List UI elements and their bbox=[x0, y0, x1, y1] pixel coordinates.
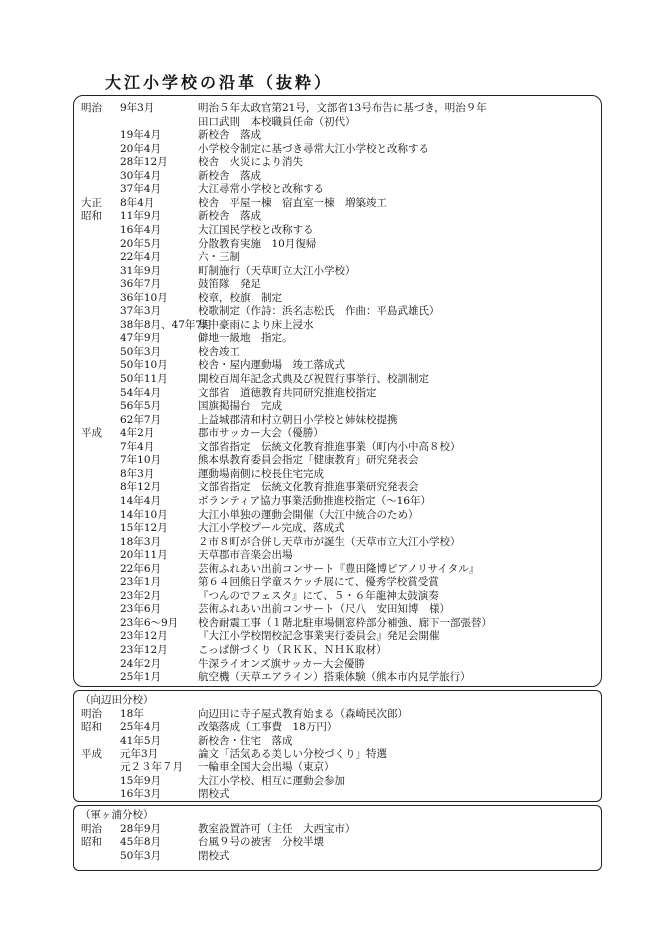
era-label: 昭和 bbox=[81, 210, 102, 223]
event-text: 田口武則 本校職員任命（初代） bbox=[198, 115, 356, 128]
event-date: 14年10月 bbox=[120, 508, 168, 521]
event-date: 45年8月 bbox=[120, 836, 162, 849]
event-date: 22年6月 bbox=[120, 562, 162, 575]
event-text: 大江小学校プール完成、落成式 bbox=[198, 522, 345, 535]
event-text: 閉校式 bbox=[198, 849, 230, 862]
event-date: 7年4月 bbox=[120, 440, 155, 453]
event-text: 分散教育実施 10月復帰 bbox=[198, 237, 317, 250]
event-date: 15年12月 bbox=[120, 522, 168, 535]
event-text: 牛深ライオンズ旗サッカー大会優勝 bbox=[198, 657, 365, 670]
event-date: 41年5月 bbox=[120, 734, 162, 747]
event-date: 37年4月 bbox=[120, 183, 162, 196]
event-date: 31年9月 bbox=[120, 264, 162, 277]
event-date: 36年7月 bbox=[120, 278, 162, 291]
event-text: 新校舎 落成 bbox=[198, 169, 261, 182]
event-date: 50年11月 bbox=[120, 373, 168, 385]
event-text: 校章，校旗 制定 bbox=[198, 291, 282, 304]
event-text: 大江国民学校と改称する bbox=[198, 223, 314, 236]
era-label: 昭和 bbox=[81, 721, 102, 734]
event-text: 第６４回熊日学童スケッチ展にて、優秀学校賞受賞 bbox=[198, 576, 439, 589]
event-date: 28年9月 bbox=[120, 823, 162, 835]
era-label: 昭和 bbox=[81, 836, 102, 849]
event-text: 鼓笛隊 発足 bbox=[198, 278, 261, 291]
event-text: 集中豪雨により床上浸水 bbox=[198, 318, 314, 331]
event-date: 23年2月 bbox=[120, 589, 162, 602]
event-text: 上益城郡清和村立朝日小学校と姉妹校提携 bbox=[198, 413, 398, 426]
event-text: 開校百周年記念式典及び祝賀行事挙行、校訓制定 bbox=[198, 373, 429, 385]
event-text: 新校舎 落成 bbox=[198, 210, 261, 223]
event-date: 元年3月 bbox=[120, 747, 159, 760]
event-text: 大江小学校、相互に運動会参加 bbox=[198, 774, 345, 787]
era-label: 明治 bbox=[81, 102, 102, 114]
event-text: 一輪車全国大会出場（東京） bbox=[198, 761, 335, 774]
event-date: 37年3月 bbox=[120, 305, 162, 318]
event-text: 新校舎 落成 bbox=[198, 129, 261, 142]
event-text: 校舎 火災により消失 bbox=[198, 156, 303, 169]
event-date: 62年7月 bbox=[120, 413, 162, 426]
event-date: 16年4月 bbox=[120, 223, 162, 236]
event-date: 4年2月 bbox=[120, 427, 155, 440]
history-mukaebeta-box bbox=[73, 690, 602, 802]
event-date: 8年12月 bbox=[120, 481, 162, 494]
history-gunkaura-box bbox=[73, 805, 602, 871]
event-date: 20年4月 bbox=[120, 142, 162, 155]
event-date: 8年4月 bbox=[120, 196, 155, 209]
event-date: 18年3月 bbox=[120, 535, 162, 548]
event-text: 芸術ふれあい出前コンサート（尺八 安田知博 様） bbox=[198, 603, 450, 616]
event-text: 町制施行（天草町立大江小学校） bbox=[198, 264, 356, 277]
event-text: 閉校式 bbox=[198, 787, 230, 800]
event-text: 『つんのでフェスタ』にて、５・６年龍神太鼓演奏 bbox=[198, 589, 439, 602]
event-text: 論文「活気ある美しい分校づくり」特選 bbox=[198, 747, 387, 760]
event-text: 改築落成（工事費 18万円） bbox=[198, 721, 338, 734]
era-label: 大正 bbox=[81, 196, 102, 209]
event-date: 56年5月 bbox=[120, 400, 162, 413]
event-text: 向辺田に寺子屋式教育始まる（森崎民次郎） bbox=[198, 708, 408, 720]
event-text: 校舎竣工 bbox=[198, 345, 240, 358]
event-text: 文部省指定 伝統文化教育推進事業（町内小中高８校） bbox=[198, 440, 461, 453]
event-text: 大江小単独の運動会開催（大江中統合のため） bbox=[198, 508, 419, 521]
event-date: 19年4月 bbox=[120, 129, 162, 142]
era-label: 平成 bbox=[81, 747, 102, 760]
event-text: 運動場南側に校長住宅完成 bbox=[198, 467, 324, 480]
event-date: 15年9月 bbox=[120, 774, 162, 787]
event-date: 50年10月 bbox=[120, 359, 168, 372]
event-date: 25年4月 bbox=[120, 721, 162, 734]
event-date: 9年3月 bbox=[120, 102, 155, 114]
event-date: 20年5月 bbox=[120, 237, 162, 250]
event-text: 天草郡市音楽会出場 bbox=[198, 549, 293, 562]
event-text: 校舎 平屋一棟 宿直室一棟 増築竣工 bbox=[198, 196, 387, 209]
event-date: 30年4月 bbox=[120, 169, 162, 182]
era-label: 平成 bbox=[81, 427, 102, 440]
event-text: 郡市サッカー大会（優勝） bbox=[198, 427, 324, 440]
gunkaura-header: （軍ヶ浦分校） bbox=[80, 809, 154, 821]
event-date: 23年6月 bbox=[120, 603, 162, 616]
event-text: こっぱ餅づくり（ＲＫＫ、ＮＨＫ取材） bbox=[198, 644, 387, 656]
event-date: 7年10月 bbox=[120, 454, 162, 467]
event-text: 文部省 道徳教育共同研究推進校指定 bbox=[198, 386, 377, 399]
document-title: 大江小学校の沿革（抜粋） bbox=[105, 73, 334, 92]
event-text: 『大江小学校閉校記念事業実行委員会』発足会開催 bbox=[198, 630, 440, 643]
event-text: 熊本県教育委員会指定「健康教育」研究発表会 bbox=[198, 454, 419, 467]
event-text: 小学校令制定に基づき尋常大江小学校と改称する bbox=[198, 142, 429, 155]
event-text: 校舎耐震工事（１階北駐車場側窓枠部分補強、廊下一部張替） bbox=[198, 616, 492, 629]
event-date: 50年3月 bbox=[120, 849, 162, 862]
event-date: 24年2月 bbox=[120, 657, 162, 670]
event-date: 11年9月 bbox=[120, 210, 162, 223]
event-text: 校歌制定（作詩：浜名志松氏 作曲：平島武雄氏） bbox=[198, 305, 440, 318]
event-date: 20年11月 bbox=[120, 549, 168, 562]
history-main-box bbox=[73, 95, 602, 687]
event-text: 国旗掲揚台 完成 bbox=[198, 400, 282, 413]
event-date: 16年3月 bbox=[120, 787, 162, 800]
mukaebeta-header: （向辺田分校） bbox=[80, 694, 154, 706]
event-date: 28年12月 bbox=[120, 156, 168, 169]
event-text: 新校舎・住宅 落成 bbox=[198, 734, 293, 747]
event-date: 47年9月 bbox=[120, 332, 162, 345]
event-date: 54年4月 bbox=[120, 386, 162, 399]
event-date: 23年12月 bbox=[120, 644, 168, 656]
event-date: 8年3月 bbox=[120, 467, 155, 480]
event-text: 明治５年太政官第21号，文部省13号布告に基づき，明治９年 bbox=[198, 102, 487, 114]
era-label: 明治 bbox=[81, 708, 102, 720]
event-date: 18年 bbox=[120, 708, 144, 720]
event-text: ２市８町が合併し天草市が誕生（天草市立大江小学校） bbox=[198, 535, 461, 548]
era-label: 明治 bbox=[81, 823, 102, 835]
event-text: 大江尋常小学校と改称する bbox=[198, 183, 324, 196]
event-date: 14年4月 bbox=[120, 494, 162, 507]
event-date: 元２３年７月 bbox=[120, 761, 183, 774]
event-text: 芸術ふれあい出前コンサート『豊田隆博ピアノリサイタル』 bbox=[198, 562, 480, 575]
event-date: 36年10月 bbox=[120, 291, 168, 304]
event-text: 航空機（天草エアライン）搭乗体験（熊本市内見学旅行） bbox=[198, 671, 471, 684]
event-date: 50年3月 bbox=[120, 345, 162, 358]
event-text: 教室設置許可（主任 大西宝市） bbox=[198, 823, 356, 835]
event-text: 僻地一級地 指定。 bbox=[198, 332, 293, 345]
event-text: 六・三制 bbox=[198, 251, 240, 264]
event-date: 23年1月 bbox=[120, 576, 162, 589]
event-text: 文部省指定 伝統文化教育推進事業研究発表会 bbox=[198, 481, 419, 494]
event-date: 23年6～9月 bbox=[120, 616, 179, 629]
event-date: 22年4月 bbox=[120, 251, 162, 264]
event-date: 25年1月 bbox=[120, 671, 162, 684]
event-text: 校舎・屋内運動場 竣工落成式 bbox=[198, 359, 345, 372]
event-text: ボランティア協力事業活動推進校指定（～16年） bbox=[198, 494, 432, 507]
event-text: 台風９号の被害 分校半壊 bbox=[198, 836, 324, 849]
event-date: 23年12月 bbox=[120, 630, 168, 643]
event-date: 38年8月、47年7月 bbox=[120, 318, 213, 331]
